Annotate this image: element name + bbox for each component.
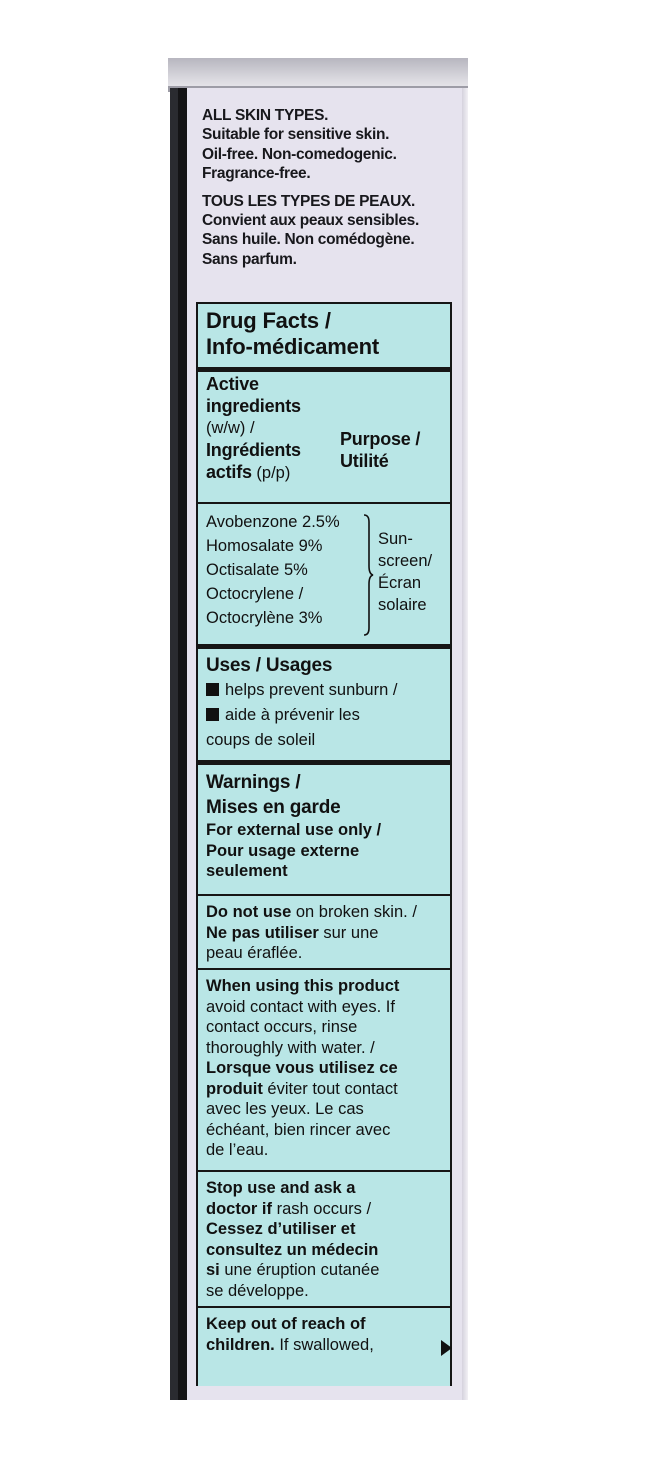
do-not-use-block: Do not use on broken skin. / Ne pas utiliser sur une peau éraflée. [206, 903, 417, 962]
uses-line: coups de soleil [206, 731, 316, 749]
skin-types-fr-line: Sans huile. Non comédogène. [202, 231, 415, 249]
warnings-title: Warnings / [206, 772, 301, 793]
section-divider [198, 367, 450, 372]
ingredient-item: Octisalate 5% [206, 561, 308, 579]
external-use-line: seulement [206, 862, 288, 880]
section-divider [198, 1170, 450, 1172]
external-use-line: For external use only / [206, 821, 382, 839]
skin-types-en-line: Oil-free. Non-comedogenic. [202, 145, 397, 163]
skin-types-fr-line: TOUS LES TYPES DE PEAUX. [202, 192, 416, 210]
brace-icon [362, 514, 374, 636]
section-divider [198, 894, 450, 896]
bullet-square-icon [206, 708, 219, 721]
ingredient-list [206, 510, 340, 630]
skin-types-en-line: Fragrance-free. [202, 165, 311, 183]
section-divider [198, 1306, 450, 1308]
ingredient-item: Octocrylene / [206, 585, 304, 603]
uses-title: Uses / Usages [206, 655, 333, 676]
ingredient-item: Avobenzone 2.5% [206, 513, 340, 531]
warnings-section [206, 770, 381, 882]
continue-arrow-icon [441, 1340, 452, 1356]
skin-types-en-line: ALL SKIN TYPES. [202, 107, 329, 124]
skin-types-fr-line: Convient aux peaux sensibles. [202, 212, 419, 230]
section-divider [198, 760, 450, 765]
ingredient-purpose: Sun- screen/ Écran solaire [378, 530, 433, 614]
section-divider [198, 968, 450, 970]
external-use-line: Pour usage externe [206, 841, 360, 860]
bullet-square-icon [206, 683, 219, 696]
skin-types-block [202, 106, 462, 269]
drug-facts-title: Drug Facts / Info-médicament [206, 308, 380, 359]
box-right-edge [462, 88, 468, 1400]
uses-line: helps prevent sunburn / [225, 681, 398, 699]
when-using-block: When using this product avoid contact with eyes. If contact occurs, rinse thoroughly with water. / Lorsque vous utilisez ce produit éviter tout contact avec les yeux. Le cas échéant, bien rincer avec de l’eau. [206, 977, 400, 1159]
uses-line: aide à prévenir les [225, 706, 360, 724]
ingredient-item: Homosalate 9% [206, 537, 323, 555]
section-divider [198, 644, 450, 649]
box-left-edge [170, 88, 178, 1400]
skin-types-en-line: Suitable for sensitive skin. [202, 126, 390, 144]
skin-types-fr-line: Sans parfum. [202, 250, 297, 268]
drug-facts-panel [196, 302, 452, 1386]
section-divider [198, 502, 450, 504]
uses-section [206, 654, 397, 753]
stop-use-block: Stop use and ask a doctor if rash occurs / Cessez d’utiliser et consultez un médecin si une éruption cutanée se développe. [206, 1179, 380, 1300]
keep-out-block: Keep out of reach of children. If swallowed, [206, 1315, 374, 1354]
active-ingredients-header: Active ingredients (w/w) / Ingrédients actifs (p/p) [206, 374, 301, 482]
warnings-title: Mises en garde [206, 797, 341, 818]
ingredient-item: Octocrylène 3% [206, 609, 323, 627]
purpose-header: Purpose / Utilité [340, 429, 421, 471]
